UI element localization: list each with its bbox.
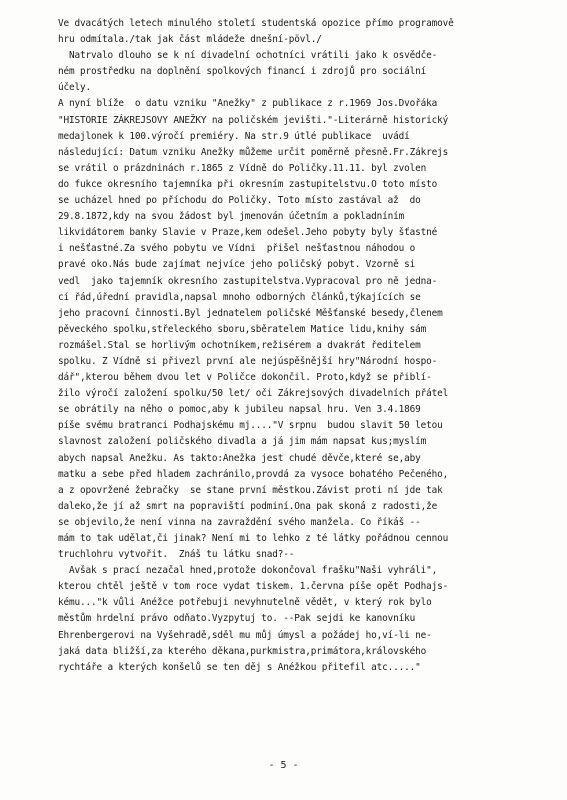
- text-line: i nešťastné.Za svého pobytu ve Vídni přišel nešťastnou náhodou o: [58, 243, 416, 255]
- text-line: cí řád,úřední pravidla,napsal mnoho odborných článků,týkajících se: [58, 291, 421, 303]
- text-line: ném prostředku na doplnění spolkových financí i zdrojů pro sociální: [58, 66, 427, 78]
- typewritten-text: [58, 16, 558, 676]
- text-line: slavnost založení poličského divadla a já jim mám napsat kus;myslím: [58, 436, 427, 448]
- text-line: rozmášel.Stal se horlivým ochotníkem,režisérem a dvakrát ředitelem: [58, 339, 421, 351]
- text-line: městům hrdelní právo odňato.Vyzpytuj to. --Pak sejdi ke kanovníku: [58, 613, 416, 625]
- text-line: píše svému bratranci Podhajskému mj...."V srpnu budou slavit 50 letou: [58, 420, 443, 432]
- text-line: matku a sebe před hladem zachránilo,provdá za vysoce bohatého Pečeného,: [58, 468, 449, 480]
- text-line: jeho pracovní činnosti.Byl jednatelem poličské Měšťanské besedy,členem: [58, 307, 443, 319]
- page-number: - 5 -: [268, 760, 299, 771]
- text-line: "HISTORIE ZÁKREJSOVY ANEŽKY na poličském jevišti."-Literárně historický: [58, 114, 449, 126]
- text-line: kému..."k vůli Anéžce potřebuji nevyhnutelně vědět, v který rok bylo: [58, 597, 432, 609]
- text-line: se vrátil o prázdninách r.1865 z Vídně do Poličky.11.11. byl zvolen: [58, 162, 427, 174]
- text-line: účely.: [58, 82, 91, 94]
- text-line: pravé oko.Nás bude zajímat nejvíce jeho poličský pobyt. Vzorně si: [58, 259, 416, 271]
- text-line: Natrvalo dlouho se k ní divadelní ochotníci vrátili jako k osvědče-: [58, 50, 438, 62]
- text-line: medajlonek k 100.výročí premiéry. Na str.9 útlé publikace uvádí: [58, 130, 410, 142]
- text-line: 29.8.1872,kdy na svou žádost byl jmenován účetním a pokladníním: [58, 211, 405, 223]
- text-line: mám to tak udělat,či jinak? Není mi to lehko z té látky pořádnou cennou: [58, 533, 449, 544]
- text-line: kterou chtěl ještě v tom roce vydat tiskem. 1.června píše opět Podhajs-: [58, 581, 449, 593]
- text-line: dář",kterou během dvou let v Poličce dokončil. Proto,když se přiblí-: [58, 372, 432, 384]
- text-line: abych napsal Anežku. As takto:Anežka jest chudé děvče,které se,aby: [58, 452, 421, 464]
- text-line: Ve dvacátých letech minulého století studentská opozice přímo programově: [58, 18, 454, 29]
- text-line: se ucházel hned po příchodu do Poličky. Toto místo zastával až do: [58, 195, 421, 207]
- text-line: a z opovržené žebračky se stane první městkou.Závist proti ní jde tak: [58, 484, 443, 496]
- text-line: do fukce okresního tajemníka při okresním zastupitelstvu.O toto místo: [58, 178, 438, 190]
- text-line: pěveckého spolku,střeleckého sboru,sběratelem Matice lidu,knihy sám: [58, 323, 427, 335]
- text-line: následující: Datum vzniku Anežky můžeme určit poměrně přesně.Fr.Zákrejs: [58, 146, 449, 158]
- text-line: žilo výročí založení spolku/50 let/ oči Zákrejsových divadelních přátel: [58, 388, 449, 400]
- text-line: hru odmítala./tak jak část mládeže dnešní-pövl./: [58, 34, 322, 46]
- text-line: truchlohru vytvořit. Znáš tu látku snad?--: [58, 549, 295, 561]
- text-line: jaká data bližší,za kterého děkana,purkmistra,primátora,královského: [58, 645, 427, 657]
- text-line: Avšak s prací nezačal hned,protože dokončoval frašku"Naši vyhráli",: [58, 565, 438, 577]
- text-line: se obrátily na něho o pomoc,aby k jubileu napsal hru. Ven 3.4.1869: [58, 404, 421, 416]
- text-line: spolku. Z Vídně si přivezl první ale nejúspěšnější hry"Národní hospo-: [58, 355, 438, 367]
- text-line: likvidátorem banky Slavie v Praze,kem odešel.Jeho pobyty byly šťastné: [58, 227, 438, 239]
- text-line: vedl jako tajemník okresního zastupitelstva.Vypracoval pro ně jedna-: [58, 275, 438, 287]
- text-line: rychtáře a kterých konšelů se ten děj s Anéžkou přitefil atc.....": [58, 661, 421, 673]
- text-line: daleko,že jí až smrt na popraviští podminí.Ona pak skoná z radosti,že: [58, 500, 438, 512]
- text-line: A nyní blíže o datu vzniku "Anežky" z publikace z r.1969 Jos.Dvořáka: [58, 98, 438, 110]
- text-line: Ehrenbergerovi na Vyšehradě,sděl mu můj úmysl a požádej ho,ví-li ne-: [58, 629, 432, 641]
- text-line: se objevilo,že není vinna na zavraždění svého manžela. Co říkáš --: [58, 516, 421, 528]
